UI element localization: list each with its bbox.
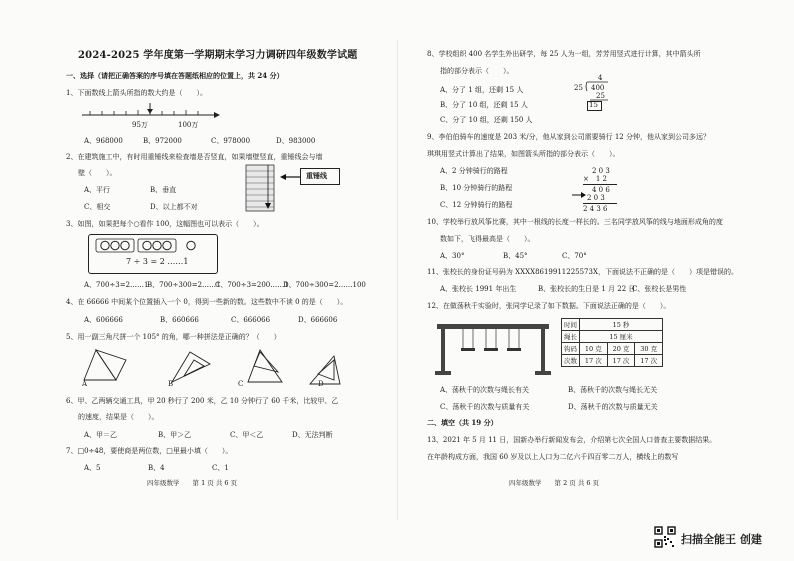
table-cell: 钩码 bbox=[562, 343, 580, 355]
q10-option-c: C、70° bbox=[562, 252, 587, 260]
q2-option-a: A、平行 bbox=[84, 186, 111, 194]
table-cell: 17 次 bbox=[607, 355, 635, 367]
q3-circles-figure bbox=[94, 238, 212, 254]
table-row bbox=[562, 355, 663, 367]
q11-option-c: C、张校长是男性 bbox=[632, 285, 687, 293]
q1-option-d: D、983000 bbox=[276, 137, 316, 145]
q13-text-line2: 在年龄构成方面，我国 60 岁及以上人口为二亿六千四百零二万人，横线上的数写 bbox=[427, 453, 679, 461]
q3-option-c: C、700÷3=200……1 bbox=[215, 281, 289, 289]
table-cell: 20 克 bbox=[607, 343, 635, 355]
q12-option-a: A、荡秋千的次数与绳长有关 bbox=[440, 386, 530, 394]
q8-option-b: B、分了 10 组，还剩 15 人 bbox=[440, 101, 528, 109]
q6-text-line1: 6、甲、乙两辆交通工具，甲 20 秒行了 200 米，乙 10 分钟行了 60 千米，比较甲、乙 bbox=[66, 397, 339, 405]
q8-calc-divisor: 25 bbox=[574, 84, 583, 92]
q9-text-line2: 琪琪用竖式计算出了结果，如图箭头所指的部分表示（ ）。 bbox=[427, 150, 620, 158]
exam-title: 2024-2025 学年度第一学期期末学习力调研四年级数学试题 bbox=[78, 50, 358, 61]
page-divider bbox=[397, 40, 398, 520]
q9-text-line1: 9、李伯伯骑车的速度是 203 米/分，他从家到公司需要骑行 12 分钟，他从家到公司多远？ bbox=[427, 133, 710, 141]
q3-option-a: A、700÷3=2……1 bbox=[84, 281, 149, 289]
table-row bbox=[562, 319, 663, 331]
q3-option-d: D、700÷300=2……100 bbox=[283, 281, 366, 289]
q10-text-line2: 数如下，飞得最高是（ ）。 bbox=[440, 235, 535, 243]
q9-arrow-icon bbox=[572, 190, 586, 200]
q5-option-b: B bbox=[168, 380, 174, 388]
q1-tick-95w: 95万 bbox=[132, 121, 148, 129]
table-row bbox=[562, 331, 663, 343]
q6-option-a: A、甲＝乙 bbox=[84, 431, 118, 439]
q11-option-b: B、张校长的生日是 1 月 22 日 bbox=[538, 285, 636, 293]
q2-option-c: C、相交 bbox=[84, 203, 111, 211]
q1-number-line bbox=[80, 103, 220, 129]
q8-calc-subtract: 25 bbox=[596, 92, 605, 100]
q8-text-line1: 8、学校组织 400 名学生外出研学，每 25 人为一组，芳芳用竖式进行计算，其中箭头所 bbox=[427, 50, 701, 58]
q1-option-c: C、978000 bbox=[211, 137, 251, 145]
q1-tick-100w: 100万 bbox=[178, 121, 199, 129]
q11-text: 11、张校长的身份证号码为 XXXX8619911225573X，下面说法不正确的是（ ）项是错误的。 bbox=[427, 268, 738, 276]
q5-text: 5、用一副三角尺拼一个 105° 的角，哪一种拼法是正确的？（ ） bbox=[66, 333, 281, 341]
q9-calc-rule1 bbox=[583, 184, 617, 185]
q8-text-line2: 指的部分表示（ ）。 bbox=[440, 67, 514, 75]
left-page-footer: 四年级数学 第 1 页 共 6 页 bbox=[147, 479, 238, 487]
q3-option-b: B、700÷300=2……1 bbox=[147, 281, 221, 289]
table-cell: 30 克 bbox=[635, 343, 663, 355]
q4-option-d: D、666606 bbox=[298, 316, 338, 324]
q7-option-b: B、4 bbox=[148, 464, 165, 472]
q8-calc-quotient: 4 bbox=[598, 74, 603, 82]
q10-option-a: A、30° bbox=[440, 252, 465, 260]
table-cell: 15 厘米 bbox=[580, 331, 663, 343]
q4-text: 4、在 66666 中间某个位置插入一个 0，得到一些新的数。这些数中不读 0 的是（ ）。 bbox=[66, 298, 348, 306]
table-cell: 15 秒 bbox=[580, 319, 663, 331]
q12-swing-figure bbox=[433, 318, 553, 378]
table-row bbox=[562, 343, 663, 355]
section-fill-heading: 二、填空（共 19 分） bbox=[427, 418, 498, 427]
qr-code-icon bbox=[654, 526, 676, 548]
q5-option-c: C bbox=[238, 380, 244, 388]
q7-option-c: C、1 bbox=[212, 464, 229, 472]
q2-option-d: D、以上都不对 bbox=[150, 203, 198, 211]
q3-equation: 7 ÷ 3 = 2 ……1 bbox=[126, 257, 189, 266]
table-cell: 次数 bbox=[562, 355, 580, 367]
q13-text-line1: 13、2021 年 5 月 11 日，国新办举行新闻发布会，介绍第七次全国人口普查主要数据结果。 bbox=[427, 436, 717, 444]
q9-option-c: C、12 分钟骑行的路程 bbox=[440, 201, 513, 209]
q9-calc-line2: × 1 2 bbox=[583, 175, 607, 183]
q9-option-b: B、10 分钟骑行的路程 bbox=[440, 184, 513, 192]
q8-option-c: C、分了 10 组，还剩 150 人 bbox=[440, 116, 533, 124]
table-cell: 17 次 bbox=[580, 355, 608, 367]
q1-text: 1、下面数线上箭头所指的数大约是（ ）。 bbox=[66, 89, 207, 97]
q5-option-d: D bbox=[318, 380, 324, 388]
q5-option-a: A bbox=[82, 380, 88, 388]
q1-option-a: A、968000 bbox=[84, 137, 123, 145]
q8-option-a: A、分了 1 组，还剩 15 人 bbox=[440, 86, 524, 94]
q9-calc-line1: 2 0 3 bbox=[592, 167, 610, 175]
q9-option-a: A、2 分钟骑行的路程 bbox=[440, 167, 508, 175]
table-cell: 绳长 bbox=[562, 331, 580, 343]
q4-option-b: B、660666 bbox=[160, 316, 199, 324]
q9-calc-line4: 2 0 3 bbox=[587, 194, 605, 202]
q4-option-a: A、606666 bbox=[84, 316, 123, 324]
q2-option-b: B、垂直 bbox=[150, 186, 177, 194]
q9-calc-line5: 2 4 3 6 bbox=[583, 205, 608, 213]
q12-option-b: B、荡秋千的次数与绳长无关 bbox=[568, 386, 658, 394]
q10-text-line1: 10、学校举行放风筝比赛，其中一根线的长度一样长的。三名同学放风筝的线与地面形成角的度 bbox=[427, 218, 723, 226]
q10-option-b: B、45° bbox=[503, 252, 528, 260]
right-page-footer: 四年级数学 第 2 页 共 6 页 bbox=[509, 479, 600, 487]
q1-option-b: B、972000 bbox=[143, 137, 182, 145]
q9-calc-rule2 bbox=[583, 203, 617, 204]
section-choice-heading: 一、选择（请把正确答案的序号填在答题纸相应的位置上，共 24 分） bbox=[66, 71, 284, 80]
q6-option-d: D、无法判断 bbox=[292, 431, 333, 439]
scanner-brand-watermark: 扫描全能王 创建 bbox=[681, 533, 762, 546]
q2-label-text: 重锤线 bbox=[306, 171, 327, 180]
q8-calc-remainder: 15 bbox=[589, 101, 598, 109]
q12-text: 12、在做荡秋千实验时，张同学记录了如下数据。下面说法正确的是（ ）。 bbox=[427, 302, 671, 310]
q7-option-a: A、5 bbox=[84, 464, 101, 472]
q7-text: 7、□0÷48，要使商是两位数，□里最小填（ ）。 bbox=[66, 447, 233, 455]
q9-calc-line3: 4 0 6 bbox=[592, 186, 610, 194]
q6-option-b: B、甲＞乙 bbox=[158, 431, 192, 439]
q2-wall-figure bbox=[244, 163, 278, 213]
q12-option-c: C、荡秋千的次数与质量有关 bbox=[440, 403, 530, 411]
q2-text-line2: 壁（ ）。 bbox=[78, 169, 117, 177]
q6-option-c: C、甲＜乙 bbox=[230, 431, 264, 439]
q4-option-c: C、666066 bbox=[231, 316, 271, 324]
table-cell: 10 克 bbox=[580, 343, 608, 355]
q8-calc-dividend: 400 bbox=[591, 84, 605, 92]
q5-triangles-figure bbox=[82, 346, 352, 388]
q6-text-line2: 的速度，结果是（ ）。 bbox=[78, 413, 159, 421]
q12-option-d: D、荡秋千的次数与质量无关 bbox=[568, 403, 658, 411]
q3-text: 3、如图，如果把每个○看作 100，这幅图也可以表示（ ）。 bbox=[66, 220, 264, 228]
q11-option-a: A、张校长 1991 年出生 bbox=[440, 285, 517, 293]
table-cell: 17 次 bbox=[635, 355, 663, 367]
table-cell: 时间 bbox=[562, 319, 580, 331]
q12-data-table bbox=[561, 318, 663, 367]
q2-arrow-icon bbox=[280, 172, 300, 182]
q2-text-line1: 2、在建筑施工中，有时用重锤线来检查墙是否竖直，如果墙壁竖直，重锤线会与墙 bbox=[66, 153, 323, 161]
